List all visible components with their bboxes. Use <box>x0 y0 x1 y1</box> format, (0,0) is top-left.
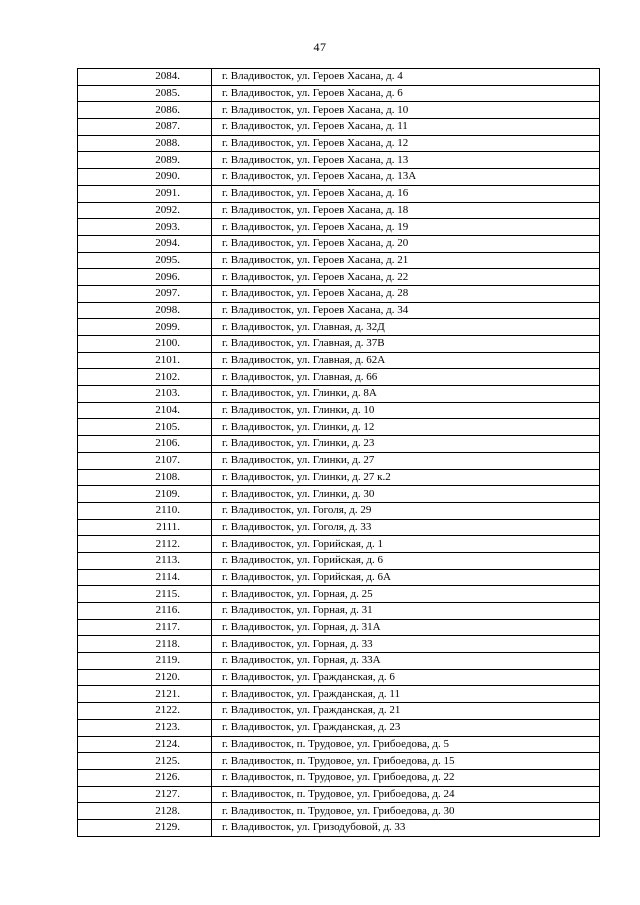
row-address: г. Владивосток, ул. Героев Хасана, д. 18 <box>212 202 600 219</box>
table-row <box>78 252 600 269</box>
table-row <box>78 85 600 102</box>
table-row <box>78 636 600 653</box>
row-number: 2124. <box>78 736 212 753</box>
table-row <box>78 369 600 386</box>
row-number: 2095. <box>78 252 212 269</box>
table-row <box>78 569 600 586</box>
row-number: 2114. <box>78 569 212 586</box>
row-number: 2092. <box>78 202 212 219</box>
table-row <box>78 603 600 620</box>
table-row <box>78 402 600 419</box>
row-number: 2103. <box>78 386 212 403</box>
row-address: г. Владивосток, ул. Глинки, д. 10 <box>212 402 600 419</box>
row-address: г. Владивосток, ул. Главная, д. 37В <box>212 336 600 353</box>
row-address: г. Владивосток, ул. Главная, д. 62А <box>212 352 600 369</box>
table-row <box>78 119 600 136</box>
table-row <box>78 352 600 369</box>
row-address: г. Владивосток, ул. Героев Хасана, д. 10 <box>212 102 600 119</box>
table-row <box>78 586 600 603</box>
row-number: 2100. <box>78 336 212 353</box>
row-address: г. Владивосток, ул. Героев Хасана, д. 34 <box>212 302 600 319</box>
table-row <box>78 302 600 319</box>
row-number: 2117. <box>78 619 212 636</box>
row-number: 2121. <box>78 686 212 703</box>
table-row <box>78 69 600 86</box>
row-address: г. Владивосток, ул. Глинки, д. 27 <box>212 452 600 469</box>
row-address: г. Владивосток, ул. Горная, д. 31 <box>212 603 600 620</box>
row-number: 2096. <box>78 269 212 286</box>
row-address: г. Владивосток, ул. Героев Хасана, д. 12 <box>212 135 600 152</box>
row-number: 2111. <box>78 519 212 536</box>
table-row <box>78 736 600 753</box>
table-row <box>78 753 600 770</box>
table-row <box>78 486 600 503</box>
row-number: 2086. <box>78 102 212 119</box>
row-address: г. Владивосток, ул. Глинки, д. 23 <box>212 436 600 453</box>
table-row <box>78 436 600 453</box>
row-number: 2109. <box>78 486 212 503</box>
table-row <box>78 269 600 286</box>
row-address: г. Владивосток, ул. Горийская, д. 6 <box>212 552 600 569</box>
table-row <box>78 502 600 519</box>
row-number: 2113. <box>78 552 212 569</box>
row-number: 2107. <box>78 452 212 469</box>
row-number: 2105. <box>78 419 212 436</box>
row-address: г. Владивосток, ул. Горная, д. 25 <box>212 586 600 603</box>
row-number: 2112. <box>78 536 212 553</box>
row-address: г. Владивосток, ул. Гоголя, д. 33 <box>212 519 600 536</box>
row-address: г. Владивосток, ул. Героев Хасана, д. 13А <box>212 169 600 186</box>
row-number: 2123. <box>78 719 212 736</box>
table-row <box>78 819 600 836</box>
table-row <box>78 386 600 403</box>
row-number: 2108. <box>78 469 212 486</box>
table-row <box>78 686 600 703</box>
table-row <box>78 552 600 569</box>
row-number: 2090. <box>78 169 212 186</box>
row-address: г. Владивосток, ул. Глинки, д. 30 <box>212 486 600 503</box>
table-row <box>78 703 600 720</box>
address-table-container <box>77 68 600 837</box>
row-address: г. Владивосток, ул. Горная, д. 31А <box>212 619 600 636</box>
page-number: 47 <box>313 40 327 54</box>
row-number: 2106. <box>78 436 212 453</box>
row-number: 2093. <box>78 219 212 236</box>
table-row <box>78 235 600 252</box>
row-address: г. Владивосток, п. Трудовое, ул. Грибоедова, д. 15 <box>212 753 600 770</box>
row-address: г. Владивосток, ул. Горная, д. 33А <box>212 653 600 670</box>
row-address: г. Владивосток, ул. Героев Хасана, д. 20 <box>212 235 600 252</box>
table-row <box>78 653 600 670</box>
row-address: г. Владивосток, ул. Глинки, д. 8А <box>212 386 600 403</box>
table-row <box>78 285 600 302</box>
row-address: г. Владивосток, ул. Гражданская, д. 21 <box>212 703 600 720</box>
row-number: 2094. <box>78 235 212 252</box>
address-table-body <box>78 69 600 837</box>
row-number: 2118. <box>78 636 212 653</box>
row-number: 2119. <box>78 653 212 670</box>
row-number: 2104. <box>78 402 212 419</box>
table-row <box>78 469 600 486</box>
row-number: 2125. <box>78 753 212 770</box>
table-row <box>78 619 600 636</box>
row-number: 2126. <box>78 769 212 786</box>
row-address: г. Владивосток, ул. Героев Хасана, д. 13 <box>212 152 600 169</box>
row-address: г. Владивосток, ул. Глинки, д. 27 к.2 <box>212 469 600 486</box>
row-address: г. Владивосток, ул. Гоголя, д. 29 <box>212 502 600 519</box>
row-address: г. Владивосток, п. Трудовое, ул. Грибоедова, д. 5 <box>212 736 600 753</box>
table-row <box>78 135 600 152</box>
table-row <box>78 102 600 119</box>
row-number: 2089. <box>78 152 212 169</box>
table-row <box>78 719 600 736</box>
row-number: 2128. <box>78 803 212 820</box>
row-address: г. Владивосток, ул. Героев Хасана, д. 19 <box>212 219 600 236</box>
table-row <box>78 152 600 169</box>
table-row <box>78 169 600 186</box>
row-address: г. Владивосток, ул. Гражданская, д. 11 <box>212 686 600 703</box>
row-number: 2116. <box>78 603 212 620</box>
row-address: г. Владивосток, п. Трудовое, ул. Грибоедова, д. 22 <box>212 769 600 786</box>
table-row <box>78 319 600 336</box>
row-number: 2115. <box>78 586 212 603</box>
row-address: г. Владивосток, ул. Героев Хасана, д. 11 <box>212 119 600 136</box>
row-address: г. Владивосток, ул. Главная, д. 32Д <box>212 319 600 336</box>
table-row <box>78 419 600 436</box>
row-address: г. Владивосток, ул. Героев Хасана, д. 6 <box>212 85 600 102</box>
row-address: г. Владивосток, ул. Главная, д. 66 <box>212 369 600 386</box>
row-address: г. Владивосток, ул. Героев Хасана, д. 28 <box>212 285 600 302</box>
row-address: г. Владивосток, ул. Гражданская, д. 6 <box>212 669 600 686</box>
row-address: г. Владивосток, ул. Героев Хасана, д. 16 <box>212 185 600 202</box>
row-address: г. Владивосток, ул. Глинки, д. 12 <box>212 419 600 436</box>
row-number: 2091. <box>78 185 212 202</box>
row-address: г. Владивосток, ул. Гризодубовой, д. 33 <box>212 819 600 836</box>
address-table <box>77 68 600 837</box>
table-row <box>78 202 600 219</box>
row-address: г. Владивосток, ул. Горная, д. 33 <box>212 636 600 653</box>
table-row <box>78 786 600 803</box>
table-row <box>78 669 600 686</box>
row-address: г. Владивосток, ул. Героев Хасана, д. 22 <box>212 269 600 286</box>
row-number: 2127. <box>78 786 212 803</box>
row-number: 2085. <box>78 85 212 102</box>
row-number: 2098. <box>78 302 212 319</box>
table-row <box>78 219 600 236</box>
table-row <box>78 452 600 469</box>
row-address: г. Владивосток, ул. Гражданская, д. 23 <box>212 719 600 736</box>
row-number: 2088. <box>78 135 212 152</box>
row-number: 2122. <box>78 703 212 720</box>
table-row <box>78 336 600 353</box>
row-number: 2101. <box>78 352 212 369</box>
row-address: г. Владивосток, ул. Горийская, д. 1 <box>212 536 600 553</box>
row-number: 2084. <box>78 69 212 86</box>
table-row <box>78 536 600 553</box>
row-number: 2120. <box>78 669 212 686</box>
row-number: 2099. <box>78 319 212 336</box>
row-number: 2097. <box>78 285 212 302</box>
row-number: 2129. <box>78 819 212 836</box>
row-address: г. Владивосток, ул. Горийская, д. 6А <box>212 569 600 586</box>
row-number: 2087. <box>78 119 212 136</box>
table-row <box>78 803 600 820</box>
row-address: г. Владивосток, п. Трудовое, ул. Грибоедова, д. 24 <box>212 786 600 803</box>
row-number: 2110. <box>78 502 212 519</box>
row-address: г. Владивосток, п. Трудовое, ул. Грибоедова, д. 30 <box>212 803 600 820</box>
table-row <box>78 769 600 786</box>
row-address: г. Владивосток, ул. Героев Хасана, д. 4 <box>212 69 600 86</box>
row-number: 2102. <box>78 369 212 386</box>
row-address: г. Владивосток, ул. Героев Хасана, д. 21 <box>212 252 600 269</box>
table-row <box>78 185 600 202</box>
table-row <box>78 519 600 536</box>
